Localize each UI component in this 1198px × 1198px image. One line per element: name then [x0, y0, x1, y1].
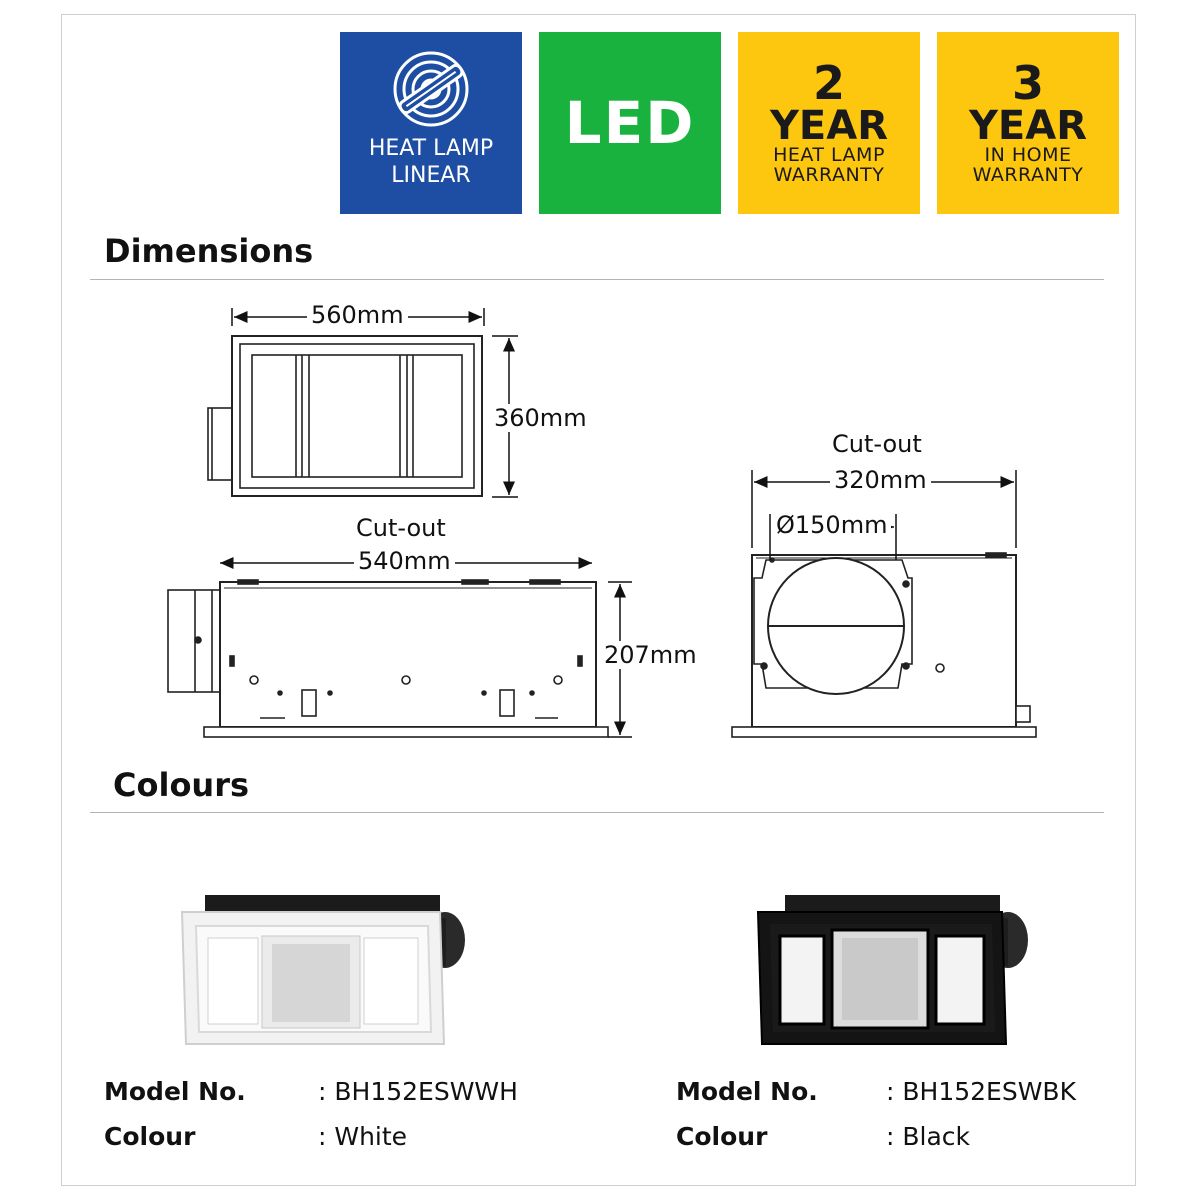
black-colour-label: Colour	[676, 1122, 768, 1151]
warranty-3-number: 3	[1011, 56, 1044, 111]
black-model-no-value: : BH152ESWBK	[886, 1077, 1076, 1106]
black-model-image	[758, 895, 1028, 1044]
warranty-3-line1: IN HOME	[984, 144, 1072, 167]
warranty-2-number: 2	[812, 56, 845, 111]
dimensions-heading: Dimensions	[104, 232, 314, 270]
warranty-3-line2: WARRANTY	[972, 164, 1084, 186]
white-colour-value: : White	[318, 1122, 408, 1151]
colours-heading: Colours	[113, 766, 250, 804]
end-cutout-value: 320mm	[830, 466, 931, 494]
heat-lamp-line1: HEAT LAMP	[368, 135, 494, 161]
white-colour-label: Colour	[104, 1122, 196, 1151]
heat-lamp-line2: LINEAR	[391, 163, 471, 188]
side-cutout-label: Cut-out	[352, 514, 450, 542]
warranty-2-line2: WARRANTY	[773, 164, 885, 186]
black-model-no-label: Model No.	[676, 1077, 818, 1106]
led-label: LED	[564, 89, 696, 157]
side-view-drawing	[168, 580, 608, 737]
warranty-2-line1: HEAT LAMP	[773, 144, 885, 167]
end-cutout-label: Cut-out	[828, 430, 926, 458]
white-model-no-value: : BH152ESWWH	[318, 1077, 518, 1106]
duct-diameter-label: Ø150mm	[772, 511, 891, 539]
top-height-label: 360mm	[490, 404, 591, 432]
top-width-label: 560mm	[307, 301, 408, 329]
white-model-no-label: Model No.	[104, 1077, 246, 1106]
side-cutout-value: 540mm	[354, 547, 455, 575]
warranty-3-unit: YEAR	[968, 103, 1088, 150]
colours-divider	[90, 812, 1104, 813]
warranty-2-unit: YEAR	[769, 103, 889, 150]
black-colour-value: : Black	[886, 1122, 971, 1151]
side-height-label: 207mm	[600, 641, 701, 669]
white-model-image	[182, 895, 465, 1044]
end-view-drawing	[732, 553, 1036, 737]
top-view-drawing	[208, 336, 482, 496]
